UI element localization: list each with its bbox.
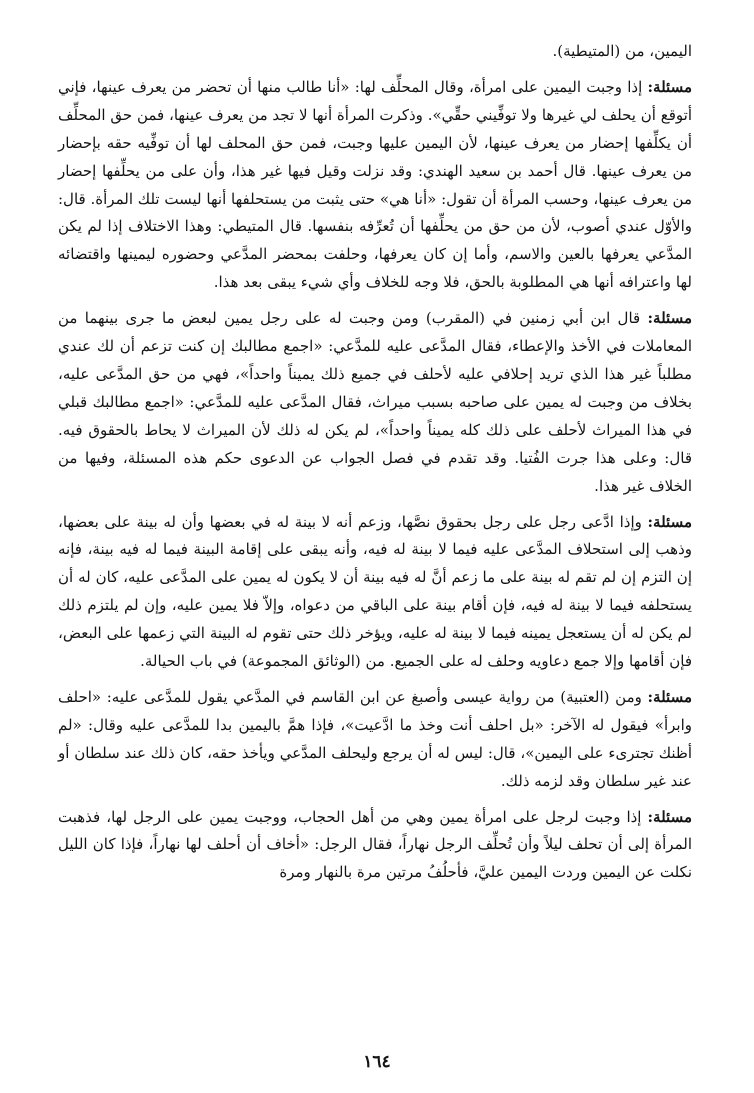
- paragraph-text: وإذا ادَّعى رجل على رجل بحقوق نصَّها، وزعم أنه لا بينة له في بعضها وأن له بينة على بعضها، وذهب إلى استحلاف المدَّعى عليه فيما لا بينة له فيه، وأنه يبقى على إقامة البينة فيما له فيه بينة، فإنه إن التزم إن لم تقم له بينة على ما زعم أنَّ له فيه بينة أن لا يكون له يمين على المدَّعى عليه، كان له أن يستحلفه فيما لا بينة له فيه، فإن أقام بينة على الباقي من دعواه، وإلاّ فلا يمين عليه، وإن لم يلتزم ذلك لم يكن له أن يستعجل يمينه فيما لا بينة له عليه، ويؤخر ذلك حتى تقوم له البينة التي زعمها على البعض، فإن أقامها وإلا جمع دعاويه وحلف له على الجميع. من (الوثائق المجموعة) في باب الحيالة.: [58, 512, 692, 671]
- paragraph-4: [58, 509, 692, 676]
- paragraph-lead: مسئلة:: [647, 807, 692, 826]
- paragraph-2: [58, 74, 692, 297]
- paragraph-3: [58, 305, 692, 500]
- paragraph-6: [58, 804, 692, 888]
- paragraph-lead: مسئلة:: [647, 512, 692, 531]
- paragraph-lead: مسئلة:: [647, 687, 692, 706]
- paragraph-lead: مسئلة:: [647, 77, 692, 96]
- paragraph-5: [58, 684, 692, 796]
- page-number: ١٦٤: [363, 1052, 391, 1072]
- paragraph-text: إذا وجبت اليمين على امرأة، وقال المحلِّف لها: «أنا طالب منها أن تحضر من يعرف عينها، فإني أتوقع أن يحلف لي غيرها ولا توفِّيني حقِّي». وذكرت المرأة أنها لا تجد من يعرف عينها، فمن حق المحلِّف أن يكلِّفها إحضار من يعرف عينها، لأن اليمين عليها وجبت، فمن حق المحلف لها أن توفِّيه حقه بإحضار من يعرف عينها. قال أحمد بن سعيد الهندي: وقد نزلت وقيل فيها غير هذا، وأن على من يحلِّفها إحضار من يعرف عينها، وحسب المرأة أن تقول: «أنا هي» حتى يثبت من يستحلفها أنها ليست تلك المرأة. قال: والأوّل عندي أصوب، لأن من حق من يحلِّفها أن تُعرِّفه بنفسها. قال المتيطي: وهذا الاختلاف إذا لم يكن المدَّعي يعرفها بالعين والاسم، وأما إن كان يعرفها، وحلفت بمحضر المدَّعي وحضوره ليمينها واقتضائه لها واعترافه أنها هي المطلوبة بالحق، فلا وجه للخلاف وأي شيء يبقى بعد هذا.: [58, 77, 692, 292]
- paragraph-1: [58, 38, 692, 66]
- paragraph-text: ومن (العتبية) من رواية عيسى وأصبغ عن ابن القاسم في المدَّعي يقول للمدَّعى عليه: «احلف وابرأ» فيقول له الآخر: «بل احلف أنت وخذ ما ادَّعيت»، فإذا همَّ باليمين بدا للمدَّعى عليه وقال: «لم أظنك تجترىء على اليمين»، قال: ليس له أن يرجع وليحلف المدَّعي ويأخذ حقه، كان ذلك عند سلطان أو عند غير سلطان وقد لزمه ذلك.: [58, 687, 692, 790]
- paragraph-text: اليمين، من (المتيطية).: [552, 42, 692, 60]
- paragraph-lead: مسئلة:: [647, 309, 692, 328]
- paragraph-text: قال ابن أبي زمنين في (المقرب) ومن وجبت له على رجل يمين لبعض ما جرى بينهما من المعاملات في الأخذ والإعطاء، فقال المدَّعى عليه للمدَّعي: «اجمع مطالبك إن كنت تزعم أن لك عندي مطلباً غير هذا الذي تريد إحلافي عليه لأحلف في جميع ذلك يميناً واحداً»، فهي من حق المدَّعى عليه، بخلاف من وجبت له يمين على صاحبه بسبب ميراث، فقال المدَّعى عليه للمدَّعي: «اجمع مطالبك قبلي في هذا الميراث لأحلف على ذلك كله يميناً واحداً»، لم يكن له ذلك لأن الميراث لا يحاط بالحقوق فيه. قال: وعلى هذا جرت الفُتيا. وقد تقدم في فصل الجواب عن الدعوى حكم هذه المسئلة، وفيها من الخلاف غير هذا.: [58, 309, 692, 495]
- paragraph-text: إذا وجبت لرجل على امرأة يمين وهي من أهل الحجاب، ووجبت يمين على الرجل لها، فذهبت المرأة إلى أن تحلف ليلاً وأن تُحلِّف الرجل نهاراً، فقال الرجل: «أخاف أن أحلف لها نهاراً، فإذا كان الليل نكلت عن اليمين وردت اليمين عليَّ، فأحلُفُ مرتين مرة بالنهار ومرة: [58, 807, 692, 882]
